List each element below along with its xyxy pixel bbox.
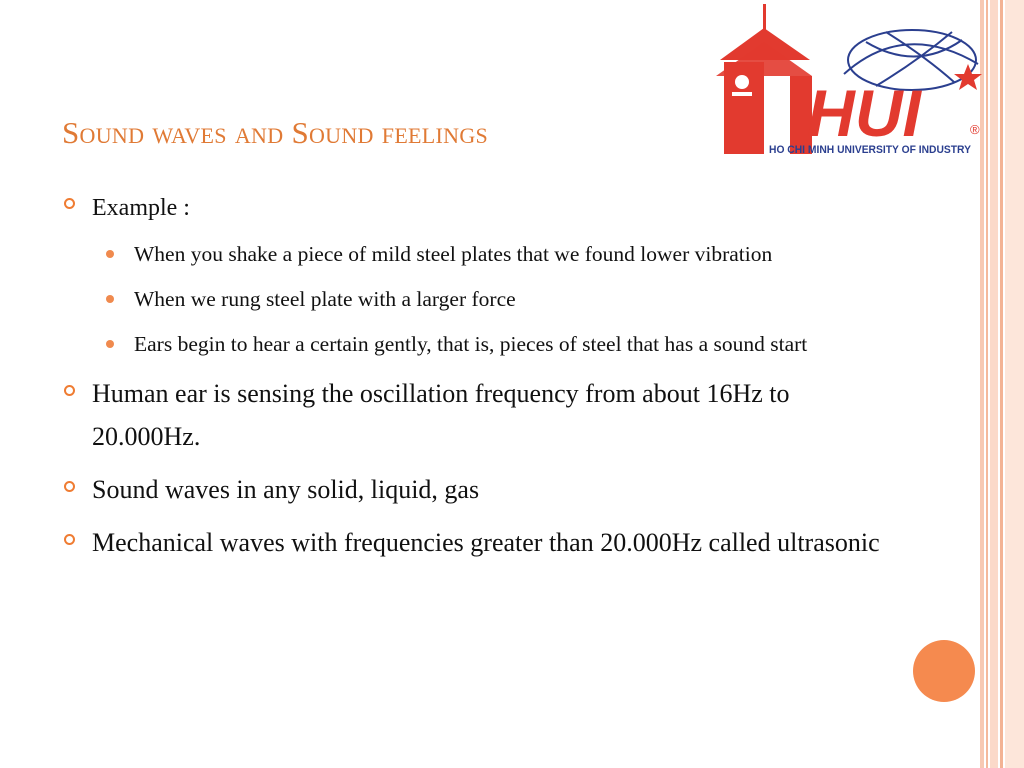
slide-title: Sound waves and Sound feelings	[62, 115, 489, 150]
sub-bullet-item	[104, 234, 892, 274]
sub-bullet-text: Ears begin to hear a certain gently, that is, pieces of steel that has a sound start	[134, 332, 808, 356]
bullet-item-mechanical-waves	[62, 521, 892, 564]
bullet-ring-icon	[64, 534, 75, 545]
registered-mark: ®	[970, 122, 980, 137]
logo-university-name: HO CHI MINH UNIVERSITY OF INDUSTRY	[769, 144, 972, 156]
decorative-side-stripes	[980, 0, 1024, 768]
bullet-dot-icon	[106, 295, 114, 303]
bullet-dot-icon	[106, 250, 114, 258]
logo-brand-text: HUI	[807, 76, 921, 150]
bullet-ring-icon	[64, 385, 75, 396]
sub-bullet-text: When you shake a piece of mild steel plates that we found lower vibration	[134, 242, 773, 266]
sub-bullet-item	[104, 279, 892, 319]
bullet-text: Example :	[92, 195, 190, 221]
sub-bullet-text: When we rung steel plate with a larger force	[134, 287, 516, 311]
slide-content	[62, 188, 892, 574]
bullet-item-example	[62, 188, 892, 228]
bullet-ring-icon	[64, 481, 75, 492]
hui-logo	[716, 2, 984, 162]
bullet-item-sound-waves	[62, 468, 892, 511]
pagoda-icon	[716, 4, 812, 154]
decorative-orange-circle	[913, 640, 975, 702]
bullet-dot-icon	[106, 340, 114, 348]
sub-bullet-item	[104, 324, 892, 364]
bullet-item-human-ear	[62, 372, 892, 458]
star-icon	[954, 64, 982, 90]
bullet-text: Human ear is sensing the oscillation frequency from about 16Hz to 20.000Hz.	[92, 379, 790, 451]
bullet-text: Sound waves in any solid, liquid, gas	[92, 475, 480, 504]
bullet-text: Mechanical waves with frequencies greater than 20.000Hz called ultrasonic	[92, 528, 880, 557]
bullet-ring-icon	[64, 198, 75, 209]
sub-bullet-list	[104, 234, 892, 364]
